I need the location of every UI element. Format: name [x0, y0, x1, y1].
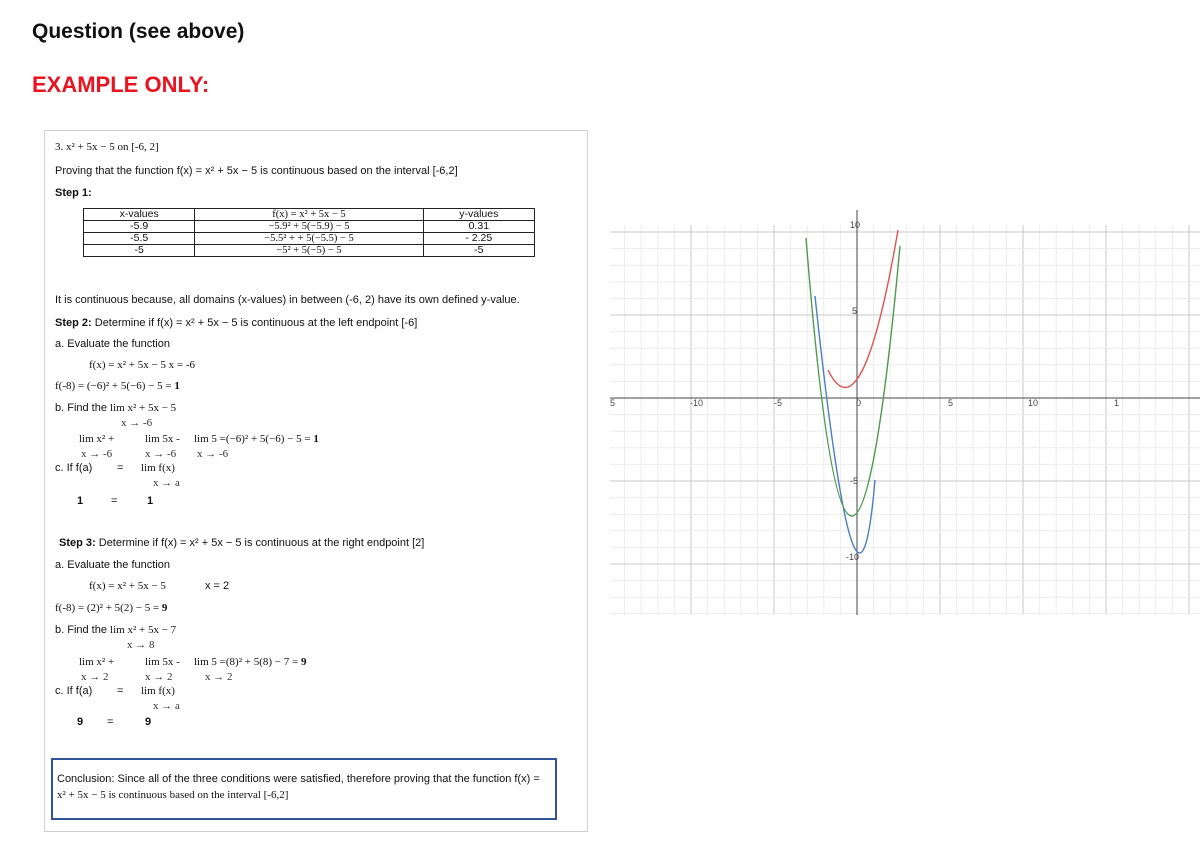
limit-subscript: x → 2: [205, 671, 233, 683]
limit-term: lim x² +: [79, 656, 115, 668]
step3-part-c-label: c. If f(a): [55, 685, 93, 697]
limit-term: lim 5x -: [145, 656, 180, 668]
equals-sign: =: [117, 685, 124, 697]
table-cell: -5: [84, 245, 195, 257]
step3-part-c-limit: lim f(x): [141, 685, 175, 697]
limit-subscript: x → 2: [81, 671, 109, 683]
limit-line: [194, 656, 306, 668]
step1-label: Step 1:: [55, 187, 92, 199]
limit-term: lim 5: [194, 656, 217, 668]
y-tick-label: -5: [850, 476, 859, 486]
table-header-cell: y-values: [423, 209, 534, 221]
x-tick-label: 5: [610, 398, 616, 408]
limit-term: lim x² +: [79, 433, 115, 445]
step3-part-b: [55, 624, 176, 636]
question-heading: Question (see above): [32, 20, 245, 43]
table-header-cell: x-values: [84, 209, 195, 221]
function-graph: [610, 210, 1200, 615]
step3-eval-expression: f(-8) = (2)² + 5(2) − 5 =: [55, 602, 162, 614]
y-tick-label: -10: [846, 552, 860, 562]
limit-subscript: x → a: [153, 477, 180, 489]
limit-term: lim 5: [194, 433, 217, 445]
x-tick-label: -10: [690, 398, 704, 408]
limit-result: 9: [300, 656, 307, 668]
step2-part-a: a. Evaluate the function: [55, 338, 170, 350]
step2-eval-result: 1: [174, 380, 180, 392]
result-left: 1: [77, 495, 84, 507]
limit-subscript: x → -6: [145, 448, 177, 460]
table-cell: - 2.25: [423, 233, 534, 245]
limit-subscript: x → 8: [127, 639, 155, 651]
step3-text: Determine if f(x) = x² + 5x − 5 is continuous at the right endpoint [2]: [95, 537, 425, 549]
graph-axes: [610, 210, 1200, 615]
step3-label: Step 3:: [59, 537, 96, 549]
result-right: 1: [147, 495, 154, 507]
example-heading: EXAMPLE ONLY:: [32, 72, 210, 97]
step3-heading: [59, 537, 424, 549]
limit-subscript: x → 2: [145, 671, 173, 683]
step2-part-c-limit: lim f(x): [141, 462, 175, 474]
step3-x-value: x = 2: [205, 580, 230, 592]
step3-evaluation: [55, 602, 167, 614]
x-tick-label: 0: [856, 398, 862, 408]
proving-statement: Proving that the function f(x) = x² + 5x − 5 is continuous based on the interval [-6,2]: [55, 165, 458, 177]
step3-part-b-label: b. Find the: [55, 624, 111, 636]
y-tick-label: 10: [850, 220, 861, 230]
axis-tick-labels: [610, 220, 1119, 562]
x-tick-label: 10: [1028, 398, 1039, 408]
step2-part-b: [55, 402, 176, 414]
table-cell: -5.9: [84, 221, 195, 233]
values-table: [83, 208, 535, 257]
step2-text: Determine if f(x) = x² + 5x − 5 is continuous at the left endpoint [-6]: [91, 317, 418, 329]
limit-subscript: x → a: [153, 700, 180, 712]
step3-limit-expression: lim x² + 5x − 7: [110, 624, 177, 636]
limit-evaluation: =(8)² + 5(8) − 7 =: [219, 656, 301, 668]
result-left: 9: [77, 716, 84, 728]
step2-function: f(x) = x² + 5x − 5 x = -6: [89, 359, 196, 371]
x-tick-label: 1: [1114, 398, 1120, 408]
x-tick-label: 5: [948, 398, 954, 408]
table-header-row: [84, 209, 535, 221]
conclusion-line-1: Conclusion: Since all of the three conditions were satisfied, therefore proving that the function f(x) =: [57, 773, 540, 785]
limit-subscript: x → -6: [81, 448, 113, 460]
table-cell: −5.5² + + 5(−5.5) − 5: [195, 233, 423, 245]
step3-eval-result: 9: [161, 602, 168, 614]
step2-heading: [55, 317, 417, 329]
step2-limit-expression: lim x² + 5x − 5: [110, 402, 177, 414]
step2-part-b-label: b. Find the: [55, 402, 111, 414]
limit-line: [194, 433, 319, 445]
problem-title: 3. x² + 5x − 5 on [-6, 2]: [55, 141, 159, 153]
step2-evaluation: [55, 380, 180, 392]
table-cell: -5.5: [84, 233, 195, 245]
table-row: [84, 233, 535, 245]
x-tick-label: -5: [774, 398, 783, 408]
green-curve: [806, 238, 900, 516]
result-right: 9: [145, 716, 152, 728]
table-row: [84, 245, 535, 257]
step3-function: f(x) = x² + 5x − 5: [89, 580, 166, 592]
equals-sign: =: [117, 462, 124, 474]
y-tick-label: 5: [852, 306, 858, 316]
table-row: [84, 221, 535, 233]
table-cell: -5: [423, 245, 534, 257]
continuity-explanation: It is continuous because, all domains (x-values) in between (-6, 2) have its own defined y-value.: [55, 294, 520, 306]
step2-part-c-label: c. If f(a): [55, 462, 93, 474]
conclusion-line-2: x² + 5x − 5 is continuous based on the interval [-6,2]: [57, 789, 289, 801]
table-cell: 0.31: [423, 221, 534, 233]
step2-label: Step 2:: [55, 317, 92, 329]
conclusion-box: [51, 758, 557, 820]
step2-eval-expression: f(-8) = (−6)² + 5(−6) − 5 =: [55, 380, 175, 392]
graph-grid: [610, 225, 1200, 615]
limit-term: lim 5x -: [145, 433, 180, 445]
equals-sign: =: [111, 495, 118, 507]
solution-document: [44, 130, 588, 832]
table-header-cell: f(x) = x² + 5x − 5: [195, 209, 423, 221]
limit-evaluation: =(−6)² + 5(−6) − 5 =: [219, 433, 314, 445]
table-cell: −5.9² + 5(−5.9) − 5: [195, 221, 423, 233]
equals-sign: =: [107, 716, 114, 728]
table-cell: −5² + 5(−5) − 5: [195, 245, 423, 257]
limit-subscript: x → -6: [197, 448, 229, 460]
limit-subscript: x → -6: [121, 417, 153, 429]
limit-result: 1: [313, 433, 319, 445]
step3-part-a: a. Evaluate the function: [55, 559, 170, 571]
